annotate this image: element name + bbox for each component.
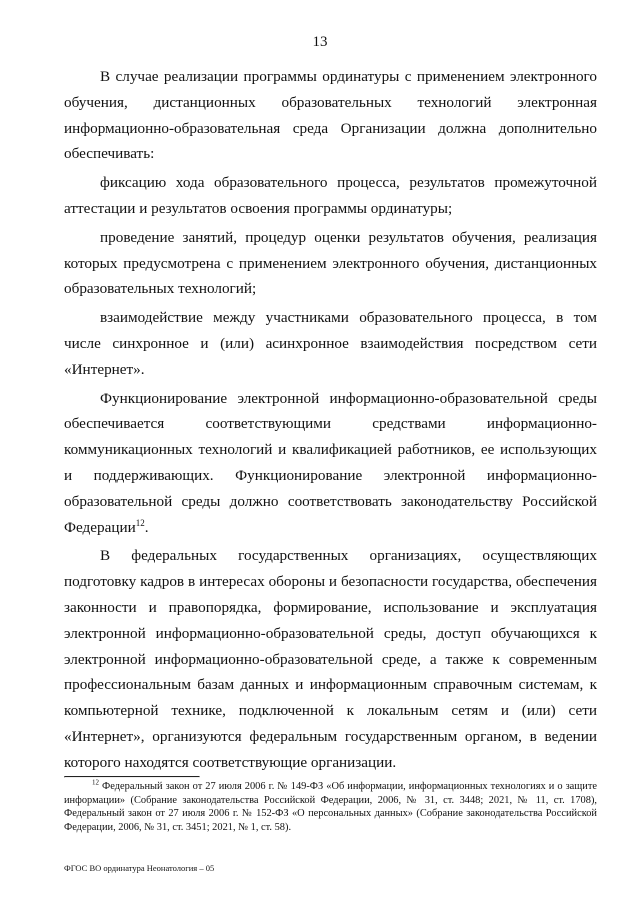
paragraph-item-interaction: взаимодействие между участниками образовательного процесса, в том числе синхронное и (или) асинхронное взаимодействия посредством сети «Интернет».	[64, 309, 597, 378]
footnote	[64, 780, 597, 834]
paragraph-functioning-text: Функционирование электронной информационно-образовательной среды обеспечивается соответствующими средствами информационно-коммуникационных технологий и квалификацией работников, ее использующих и поддерживающих. Функционирование электронной информационно-образовательной среды должно соответствовать законодательству Российской Федерации	[64, 389, 597, 536]
footnote-text: Федеральный закон от 27 июля 2006 г. № 149-ФЗ «Об информации, информационных технологиях и о защите информации» (Собрание законодательства Российской Федерации, 2006, № 31, ст. 3448; 2021, № 11, ст. 1708), Федеральный закон от 27 июля 2006 г. № 152-ФЗ «О персональных данных» (Собрание законодательства Российской Федерации, 2006, № 31, ст. 3451; 2021, № 1, ст. 58).	[64, 781, 597, 833]
paragraph-functioning-end: .	[144, 518, 149, 536]
footnote-reference[interactable]: 12	[135, 517, 145, 528]
footnote-number: 12	[92, 778, 99, 787]
body-text	[64, 64, 597, 779]
page-number: 13	[312, 34, 328, 50]
footnote-divider	[64, 776, 200, 778]
paragraph-item-fixation: фиксацию хода образовательного процесса, результатов промежуточной аттестации и результатов освоения программы ординатуры;	[64, 174, 597, 217]
paragraph-intro: В случае реализации программы ординатуры с применением электронного обучения, дистанционных образовательных технологий электронная информационно-образовательная среда Организации должна дополнительно обеспечивать:	[64, 68, 597, 163]
page-footer: ФГОС ВО ординатура Неонатология – 05	[64, 863, 215, 873]
paragraph-functioning	[64, 386, 597, 541]
paragraph-federal-organizations: В федеральных государственных организациях, осуществляющих подготовку кадров в интересах обороны и безопасности государства, обеспечения законности и правопорядка, формирование, использование и эксплуатация электронной информационно-образовательной среды, доступ обучающихся к электронной информационно-образовательной среде, а также к современным профессиональным базам данных и информационным справочным системам, к компьютерной технике, подключенной к локальным сетям и (или) сети «Интернет», организуются федеральным государственным органом, в ведении которого находятся соответствующие организации.	[64, 547, 597, 771]
paragraph-item-classes: проведение занятий, процедур оценки результатов обучения, реализация которых предусмотрена с применением электронного обучения, дистанционных образовательных технологий;	[64, 228, 597, 298]
